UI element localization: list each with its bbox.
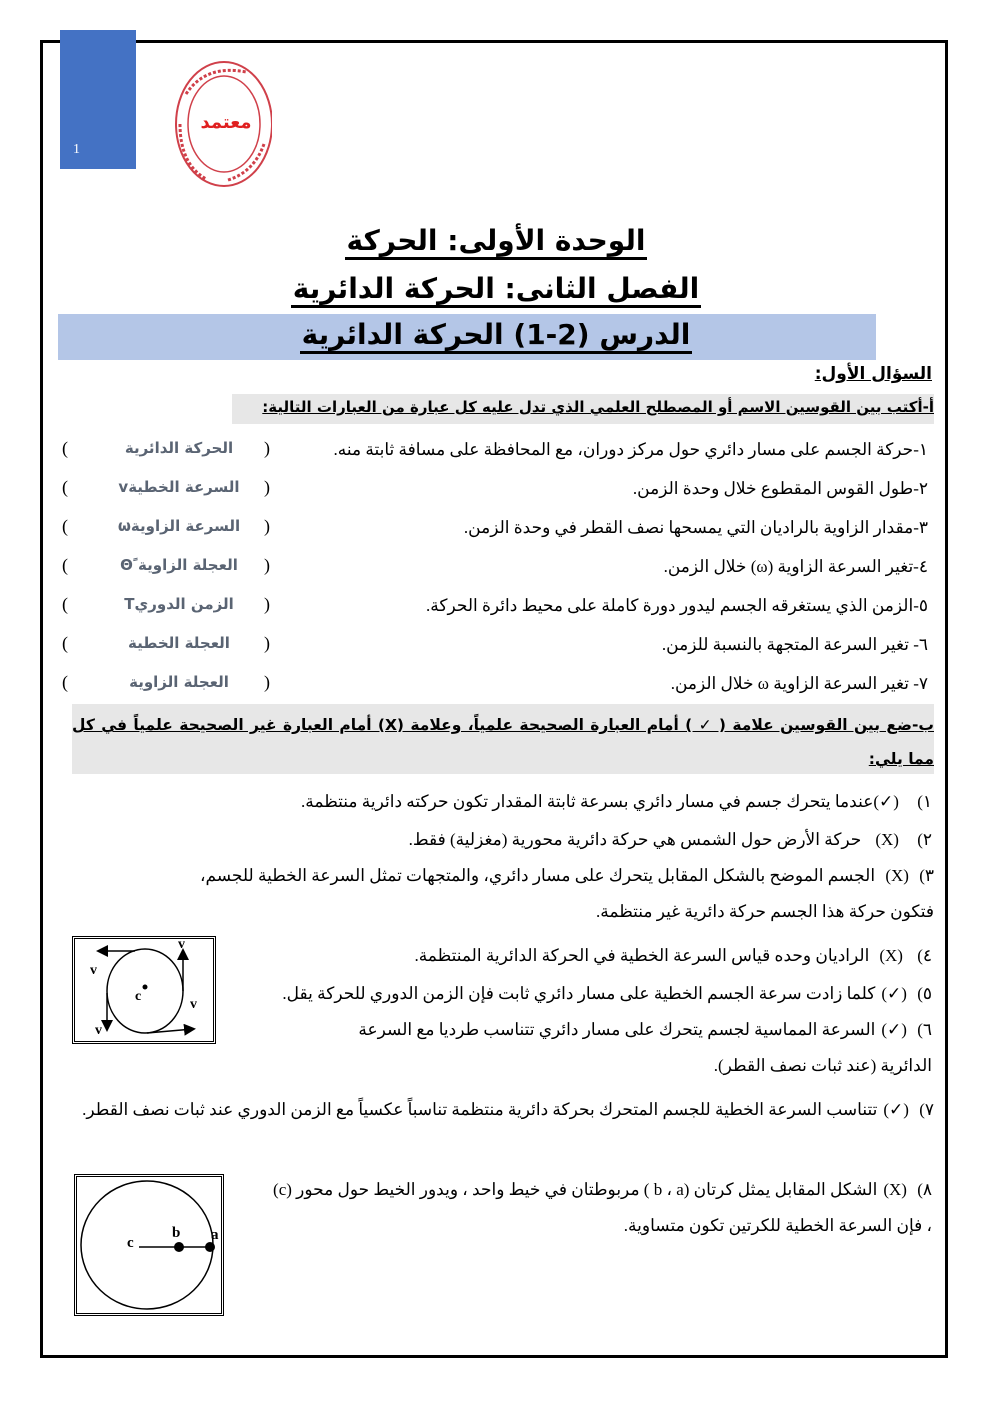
term-item [50, 629, 928, 665]
vector-label: v [90, 963, 97, 978]
tf-item [312, 1012, 932, 1084]
vector-label: v [178, 937, 185, 952]
open-paren: ( [264, 672, 270, 692]
term-item [50, 512, 928, 548]
term-item [50, 473, 928, 509]
tf-item [154, 858, 934, 930]
tf-text: الراديان وحده قياس السرعة الخطية في الحركة الدائرية المنتظمة. [414, 946, 870, 965]
tf-number: ٢) [917, 830, 932, 849]
tf-mark[interactable]: (X) [879, 946, 903, 965]
term-statement: ٢-طول القوس المقطوع خلال وحدة الزمن. [632, 479, 928, 498]
tf-mark[interactable]: (X) [883, 1180, 907, 1199]
stamp-text: معتمد [200, 112, 252, 133]
ball-b [174, 1242, 184, 1252]
tf-number: ٥) [917, 984, 932, 1003]
question-heading: السؤال الأول: [814, 364, 932, 384]
center-point [143, 985, 148, 990]
term-statement: ٧- تغير السرعة الزاوية ω خلال الزمن. [670, 674, 928, 693]
term-statement: ١-حركة الجسم على مسار دائري حول مركز دوران، مع المحافظة على مسافة ثابتة منه. [333, 440, 928, 459]
circle-path [107, 949, 183, 1033]
rotation-circle [81, 1181, 213, 1309]
rotating-balls-diagram [77, 1177, 221, 1313]
ball-label-a: a [211, 1227, 219, 1243]
term-item [50, 434, 928, 470]
term-item [50, 590, 928, 626]
unit-title: الوحدة الأولى: الحركة [0, 224, 992, 257]
tf-item [272, 938, 932, 974]
tf-mark[interactable]: (✓) [881, 1020, 907, 1039]
open-paren: ( [264, 477, 270, 497]
close-paren: ) [62, 555, 68, 575]
part-a-instruction: أ-أكتب بين القوسين الاسم أو المصطلح العلمي الذي تدل عليه كل عبارة من العبارات التالية: [262, 398, 934, 416]
open-paren: ( [264, 594, 270, 614]
term-item [50, 668, 928, 704]
term-statement: ٤-تغير السرعة الزاوية (ω) خلال الزمن. [663, 557, 928, 576]
axis-label-c: c [127, 1235, 134, 1251]
tf-item [68, 1092, 934, 1128]
open-paren: ( [264, 516, 270, 536]
open-paren: ( [264, 633, 270, 653]
close-paren: ) [62, 594, 68, 614]
vector-label: v [190, 997, 197, 1012]
term-statement: ٣-مقدار الزاوية بالراديان التي يمسحها نصف القطر في وحدة الزمن. [463, 518, 928, 537]
tf-item [212, 784, 932, 820]
tf-number: ٤) [917, 946, 932, 965]
tf-text: الجسم الموضح بالشكل المقابل يتحرك على مسار دائري، والمتجهات تمثل السرعة الخطية للجسم، فتكون حركة هذا الجسم حركة دائرية غير منتظمة. [199, 866, 934, 921]
close-paren: ) [62, 672, 68, 692]
tf-text: حركة الأرض حول الشمس هي حركة دائرية محورية (مغزلية) فقط. [408, 830, 862, 849]
term-statement: ٥-الزمن الذي يستغرقه الجسم ليدور دورة كاملة على محيط دائرة الحركة. [426, 596, 928, 615]
tf-mark[interactable]: (✓) [873, 792, 899, 811]
tf-text: الشكل المقابل يمثل كرتان (b ، a ) مربوطتان في خيط واحد ، ويدور الخيط حول محور (c) ، فإن السرعة الخطية للكرتين تكون متساوية. [273, 1180, 932, 1235]
lesson-title: الدرس (2-1) الحركة الدائرية [0, 318, 992, 351]
page-number-tab [60, 30, 136, 169]
tf-mark[interactable]: (✓) [883, 1100, 909, 1119]
part-b-instruction: ب-ضع بين القوسين علامة ( ✓ ) أمام العبارة الصحيحة علمياً، وعلامة (X) أمام العبارة غير الصحيحة علمياً في كل مما يلي: [72, 716, 934, 768]
tf-item [212, 822, 932, 858]
open-paren: ( [264, 555, 270, 575]
term-answer[interactable]: الزمن الدوريT [124, 595, 234, 613]
term-statement: ٦- تغير السرعة المتجهة بالنسبة للزمن. [661, 635, 928, 654]
term-item [50, 551, 928, 587]
open-paren: ( [264, 438, 270, 458]
velocity-vectors-figure [72, 936, 216, 1044]
chapter-title: الفصل الثانى: الحركة الدائرية [0, 272, 992, 305]
tf-item [232, 976, 932, 1012]
tf-mark[interactable]: (✓) [881, 984, 907, 1003]
term-answer[interactable]: العجلة الزاوية ًΘ [120, 556, 238, 574]
tf-text: عندما يتحرك جسم في مسار دائري بسرعة ثابتة المقدار تكون حركته دائرية منتظمة. [301, 792, 874, 811]
velocity-arrow [147, 1029, 193, 1033]
term-answer[interactable]: السرعة الخطيةv [118, 478, 240, 496]
center-label: c [135, 989, 142, 1004]
tf-number: ٧) [919, 1100, 934, 1119]
page-number: 1 [73, 142, 80, 157]
close-paren: ) [62, 633, 68, 653]
tf-number: ٦) [917, 1020, 932, 1039]
tf-mark[interactable]: (X) [885, 866, 909, 885]
approval-stamp [166, 54, 272, 194]
ball-label-b: b [172, 1225, 181, 1241]
term-answer[interactable]: السرعة الزاويةω [117, 517, 241, 535]
tf-number: ١) [917, 792, 932, 811]
tf-mark[interactable]: (X) [875, 830, 899, 849]
tf-number: ٨) [917, 1180, 932, 1199]
tf-text: تتناسب السرعة الخطية للجسم المتحرك بحركة دائرية منتظمة تناسباً عكسياً مع الزمن الدوري عند ثبات نصف القطر. [82, 1100, 878, 1119]
tf-text: كلما زادت سرعة الجسم الخطية على مسار دائري ثابت فإن الزمن الدوري للحركة يقل. [282, 984, 876, 1003]
term-answer[interactable]: الحركة الدائرية [124, 439, 234, 457]
term-answer[interactable]: العجلة الزاوية [129, 673, 229, 691]
close-paren: ) [62, 516, 68, 536]
tf-number: ٣) [919, 866, 934, 885]
tf-item [272, 1172, 932, 1244]
close-paren: ) [62, 438, 68, 458]
term-answer[interactable]: العجلة الخطية [128, 634, 230, 652]
vector-label: v [95, 1023, 102, 1038]
close-paren: ) [62, 477, 68, 497]
tf-text: السرعة المماسية لجسم يتحرك على مسار دائري تتناسب طرديا مع السرعة الدائرية (عند ثبات نصف القطر). [358, 1020, 932, 1075]
two-balls-figure [74, 1174, 224, 1316]
